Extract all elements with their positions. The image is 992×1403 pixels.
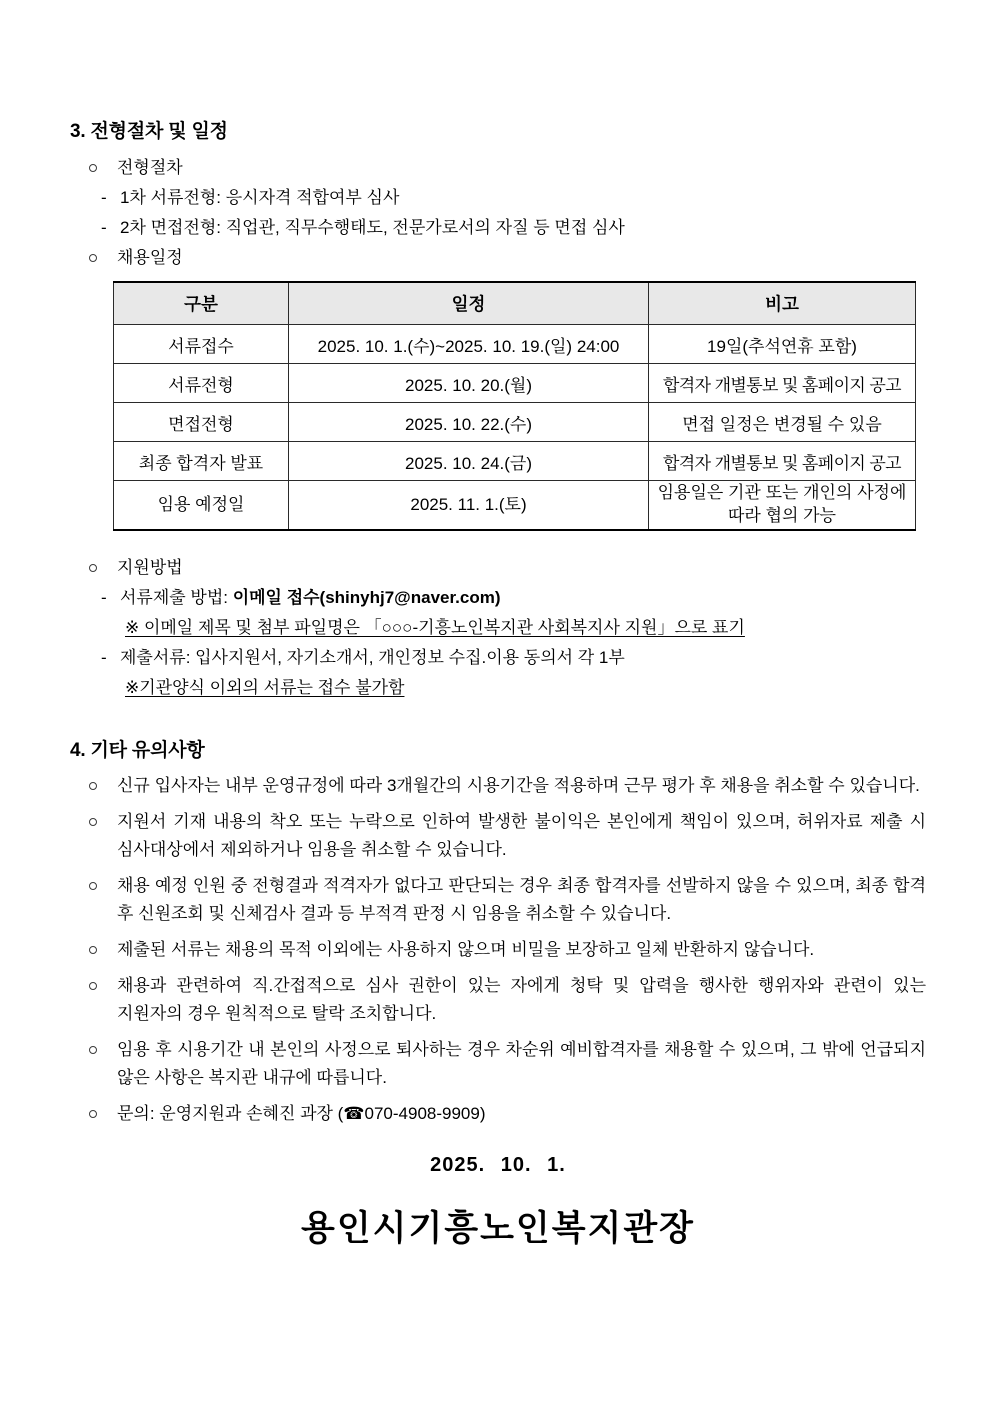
list-item-email-note <box>70 613 926 643</box>
note-item <box>70 1036 926 1092</box>
table-row-final-result <box>114 442 916 481</box>
cell-note: 면접 일정은 변경될 수 있음 <box>649 403 916 442</box>
circle-bullet-icon <box>89 782 97 790</box>
circle-bullet-icon <box>89 882 97 890</box>
circle-bullet-icon <box>89 1046 97 1054</box>
section-3-title: 3. 전형절차 및 일정 <box>70 121 228 142</box>
submit-method-prefix: 서류제출 방법: <box>120 588 233 607</box>
cell-category: 서류접수 <box>114 325 289 364</box>
col-header-category: 구분 <box>114 282 289 325</box>
section-4-title: 4. 기타 유의사항 <box>70 740 205 761</box>
list-item-schedule <box>70 243 926 273</box>
documents-note-text: ※기관양식 이외의 서류는 접수 불가함 <box>125 678 405 697</box>
table-row-interview <box>114 403 916 442</box>
cell-note: 임용일은 기관 또는 개인의 사정에 따라 협의 가능 <box>649 481 916 531</box>
note-text: 채용과 관련하여 직.간접적으로 심사 권한이 있는 자에게 청탁 및 압력을 행사한 행위자와 관련이 있는 지원자의 경우 원칙적으로 탈락 조치합니다. <box>117 976 926 1023</box>
col-header-note: 비고 <box>649 282 916 325</box>
table-row-document-screening <box>114 364 916 403</box>
cell-category: 면접전형 <box>114 403 289 442</box>
step-2-text: 2차 면접전형: 직업관, 직무수행태도, 전문가로서의 자질 등 면접 심사 <box>120 218 625 237</box>
note-item <box>70 808 926 864</box>
procedure-label: 전형절차 <box>117 158 183 177</box>
cell-schedule: 2025. 10. 24.(금) <box>289 442 649 481</box>
cell-schedule: 2025. 11. 1.(토) <box>289 481 649 531</box>
contact-text: 문의: 운영지원과 손혜진 과장 (☎070-4908-9909) <box>117 1104 486 1123</box>
cell-schedule: 2025. 10. 20.(월) <box>289 364 649 403</box>
apply-label: 지원방법 <box>117 558 183 577</box>
note-item <box>70 936 926 964</box>
circle-bullet-icon <box>89 1110 97 1118</box>
table-header-row <box>114 282 916 325</box>
schedule-label: 채용일정 <box>117 248 183 267</box>
list-item-step-2 <box>70 213 926 243</box>
schedule-table <box>113 281 916 531</box>
cell-note: 합격자 개별통보 및 홈페이지 공고 <box>649 364 916 403</box>
dash-marker: - <box>101 648 107 667</box>
dash-marker: - <box>101 218 107 237</box>
section-other-notes <box>70 735 926 1128</box>
note-text: 지원서 기재 내용의 착오 또는 누락으로 인하여 발생한 불이익은 본인에게 책임이 있으며, 허위자료 제출 시 심사대상에서 제외하거나 임용을 취소할 수 있습니다. <box>117 812 926 859</box>
submit-method-text <box>120 588 501 607</box>
documents-text: 제출서류: 입사지원서, 자기소개서, 개인정보 수집.이용 동의서 각 1부 <box>120 648 625 667</box>
list-item-documents-note <box>70 673 926 703</box>
circle-bullet-icon <box>89 818 97 826</box>
table-row-document-receipt <box>114 325 916 364</box>
dash-marker: - <box>101 588 107 607</box>
list-item-submit-method <box>70 583 926 613</box>
cell-category: 임용 예정일 <box>114 481 289 531</box>
note-item-contact <box>70 1100 926 1128</box>
step-1-text: 1차 서류전형: 응시자격 적합여부 심사 <box>120 188 400 207</box>
email-note-text: ※ 이메일 제목 및 첨부 파일명은 「○○○-기흥노인복지관 사회복지사 지원」으로 표기 <box>125 618 745 637</box>
table-row-appointment <box>114 481 916 531</box>
note-item <box>70 772 926 800</box>
circle-bullet-icon <box>89 564 97 572</box>
cell-note: 19일(추석연휴 포함) <box>649 325 916 364</box>
list-item-procedure <box>70 153 926 183</box>
list-item-step-1 <box>70 183 926 213</box>
issue-date: 2025. 10. 1. <box>430 1154 566 1176</box>
circle-bullet-icon <box>89 946 97 954</box>
cell-note: 합격자 개별통보 및 홈페이지 공고 <box>649 442 916 481</box>
note-text: 채용 예정 인원 중 전형결과 적격자가 없다고 판단되는 경우 최종 합격자를 선발하지 않을 수 있으며, 최종 합격 후 신원조회 및 신체검사 결과 등 부적격 판정 시 임용을 취소할 수 있습니다. <box>117 876 926 923</box>
email-address: 이메일 접수(shinyhj7@naver.com) <box>232 588 501 607</box>
note-text: 신규 입사자는 내부 운영규정에 따라 3개월간의 시용기간을 적용하며 근무 평가 후 채용을 취소할 수 있습니다. <box>117 776 920 795</box>
circle-bullet-icon <box>89 164 97 172</box>
dash-marker: - <box>101 188 107 207</box>
col-header-schedule: 일정 <box>289 282 649 325</box>
circle-bullet-icon <box>89 982 97 990</box>
section-procedure-and-schedule <box>70 116 926 703</box>
note-text: 임용 후 시용기간 내 본인의 사정으로 퇴사하는 경우 차순위 예비합격자를 채용할 수 있으며, 그 밖에 언급되지 않은 사항은 복지관 내규에 따릅니다. <box>117 1040 926 1087</box>
note-item <box>70 972 926 1028</box>
cell-schedule: 2025. 10. 1.(수)~2025. 10. 19.(일) 24:00 <box>289 325 649 364</box>
circle-bullet-icon <box>89 254 97 262</box>
list-item-documents <box>70 643 926 673</box>
cell-schedule: 2025. 10. 22.(수) <box>289 403 649 442</box>
cell-category: 최종 합격자 발표 <box>114 442 289 481</box>
cell-category: 서류전형 <box>114 364 289 403</box>
signatory-title: 용인시기흥노인복지관장 <box>301 1209 695 1248</box>
note-text: 제출된 서류는 채용의 목적 이외에는 사용하지 않으며 비밀을 보장하고 일체 반환하지 않습니다. <box>117 940 815 959</box>
list-item-apply-method <box>70 553 926 583</box>
note-item <box>70 872 926 928</box>
